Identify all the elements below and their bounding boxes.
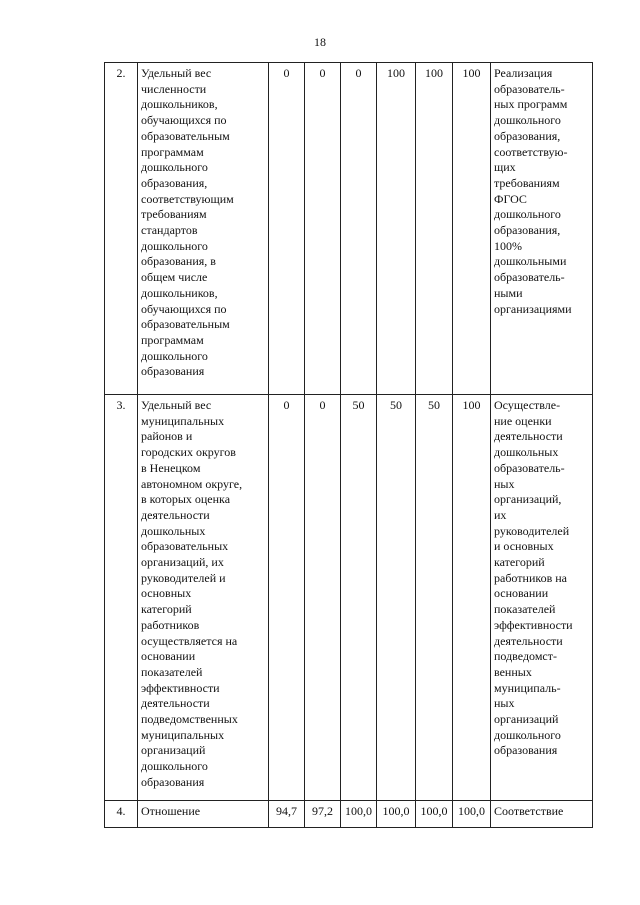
indicator-value: 100,0 [416, 801, 453, 828]
indicator-value: 100,0 [453, 801, 491, 828]
row-number: 2. [105, 63, 138, 395]
table-row [105, 63, 593, 395]
indicator-value: 100,0 [377, 801, 416, 828]
table-row [105, 395, 593, 801]
indicator-value: 50 [377, 395, 416, 801]
indicator-description: Удельный вес муниципальных районов и городских округов в Ненецком автономном округе, в которых оценка деятельности дошкольных образовательных организаций, их руководителей и основных категорий работников осуществляется на основании показателей эффективности деятельности подведомственных муниципальных организаций дошкольного образования [138, 395, 269, 801]
indicator-value: 0 [269, 395, 305, 801]
indicator-description: Отношение [138, 801, 269, 828]
indicator-value: 50 [416, 395, 453, 801]
expected-result: Реализация образователь- ных программ дошкольного образования, соответствую- щих требованиям ФГОС дошкольного образования, 100% дошкольными образователь- ными организациями [491, 63, 593, 395]
indicator-value: 0 [341, 63, 377, 395]
indicator-value: 0 [305, 63, 341, 395]
indicator-description: Удельный вес численности дошкольников, обучающихся по образовательным программам дошкольного образования, соответствующим требованиям стандартов дошкольного образования, в общем числе дошкольников, обучающихся по образовательным программам дошкольного образования [138, 63, 269, 395]
indicator-value: 97,2 [305, 801, 341, 828]
indicator-value: 94,7 [269, 801, 305, 828]
row-number: 3. [105, 395, 138, 801]
indicator-value: 100 [416, 63, 453, 395]
table-row [105, 801, 593, 828]
expected-result: Соответствие [491, 801, 593, 828]
indicator-value: 100,0 [341, 801, 377, 828]
indicator-value: 100 [453, 63, 491, 395]
indicator-value: 100 [377, 63, 416, 395]
indicator-value: 0 [305, 395, 341, 801]
indicator-value: 0 [269, 63, 305, 395]
expected-result: Осуществле- ние оценки деятельности дошкольных образователь- ных организаций, их руководителей и основных категорий работников на основании показателей эффективности деятельности подведомст- венных муниципаль- ных организаций дошкольного образования [491, 395, 593, 801]
indicator-value: 100 [453, 395, 491, 801]
indicator-value: 50 [341, 395, 377, 801]
page-number: 18 [314, 35, 326, 49]
row-number: 4. [105, 801, 138, 828]
indicators-table [104, 62, 593, 828]
